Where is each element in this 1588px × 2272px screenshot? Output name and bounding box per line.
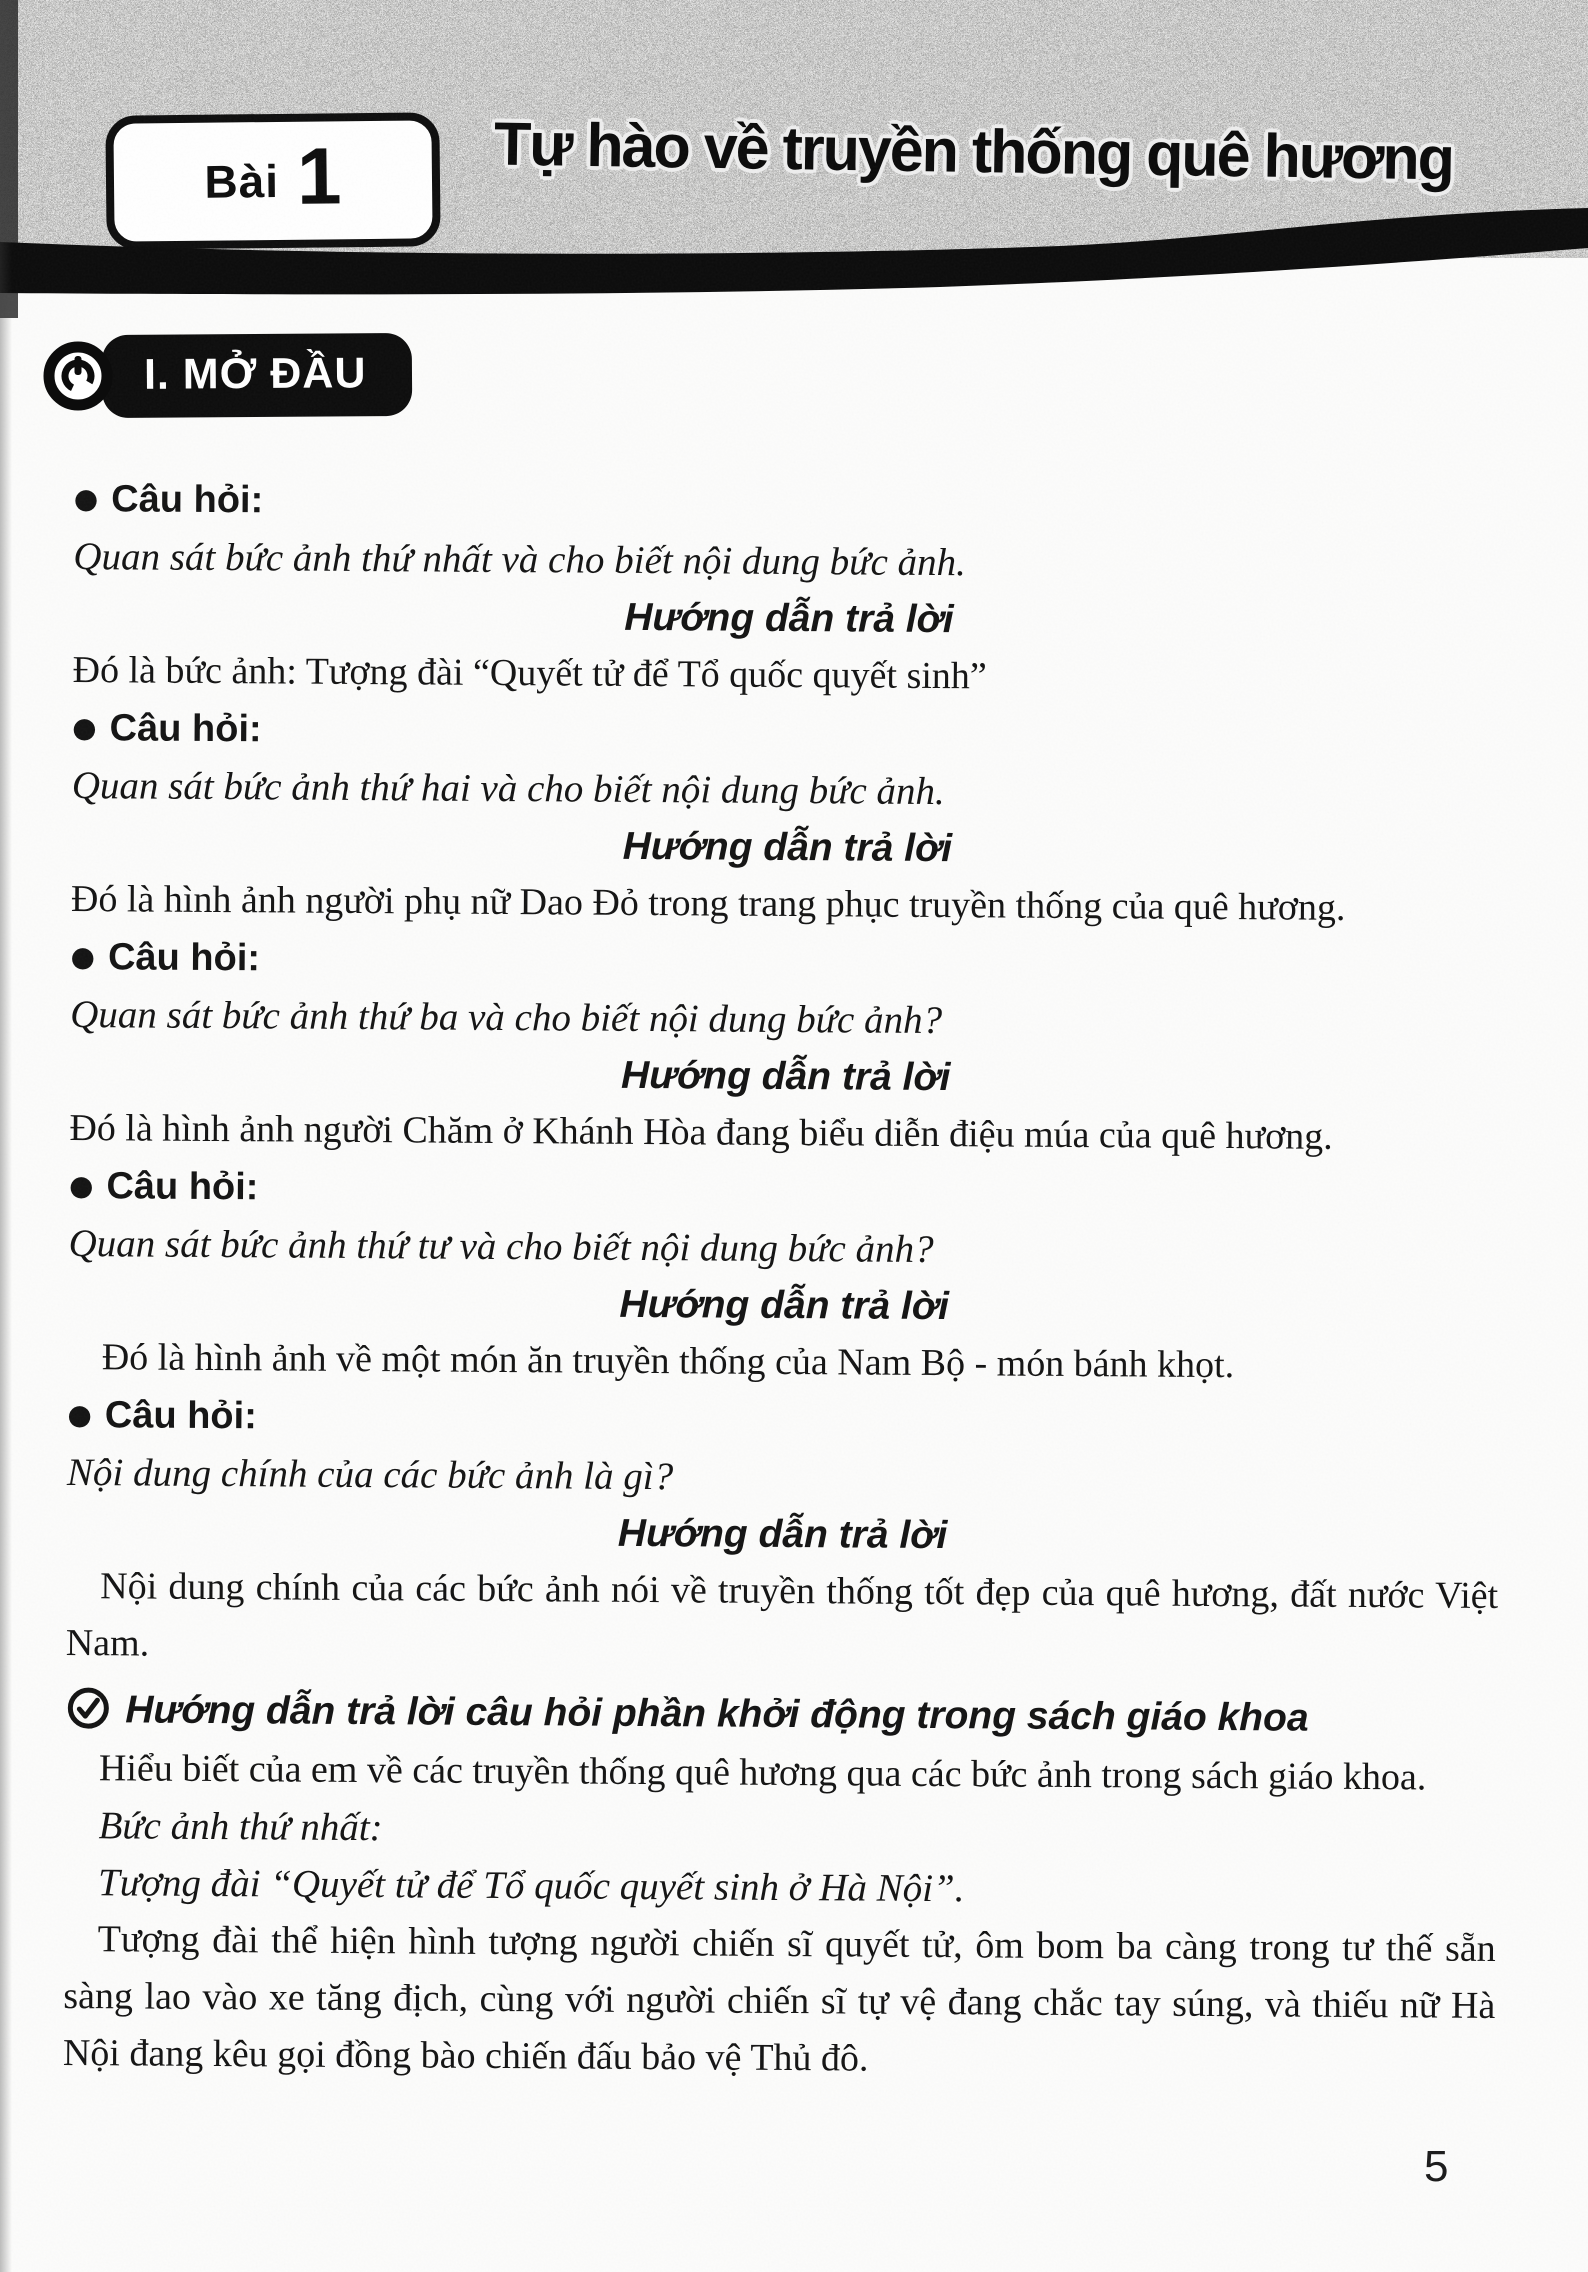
question-label: Câu hỏi: (104, 1394, 257, 1438)
photo-caption: Tượng đài “Quyết tử để Tổ quốc quyết sinh ở Hà Nội”. (97, 1861, 965, 1911)
question-label: Câu hỏi: (109, 707, 262, 751)
answer-heading: Hướng dẫn trả lời (619, 1282, 950, 1329)
answer-text: Đó là hình ảnh người phụ nữ Dao Đỏ trong trang phục truyền thống của quê hương. (70, 877, 1346, 929)
question-label-line (72, 699, 1504, 767)
question-text: Nội dung chính của các bức ảnh là gì? (66, 1450, 674, 1499)
section-header (42, 334, 412, 417)
section-title-pill: I. MỞ ĐẦU (102, 333, 413, 418)
bullet-icon: ● (70, 939, 96, 974)
power-icon (42, 340, 114, 412)
answer-text: Đó là hình ảnh về một món ăn truyền thống của Nam Bộ - món bánh khọt. (101, 1336, 1235, 1387)
question-label-line (74, 470, 1506, 538)
question-label: Câu hỏi: (106, 1165, 259, 1209)
answer-text: Đó là hình ảnh người Chăm ở Khánh Hòa đang biểu diễn điệu múa của quê hương. (69, 1106, 1333, 1158)
check-circle-icon (65, 1685, 111, 1731)
page-number: 5 (1424, 2142, 1449, 2191)
question-label-line (67, 1386, 1499, 1454)
question-text: Quan sát bức ảnh thứ ba và cho biết nội dung bức ảnh? (70, 992, 943, 1043)
question-text: Quan sát bức ảnh thứ tư và cho biết nội dung bức ảnh? (68, 1221, 934, 1272)
answer-text: Đó là bức ảnh: Tượng đài “Quyết tử để Tổ quốc quyết sinh” (72, 648, 987, 698)
scan-edge-shadow (0, 0, 12, 2272)
sgk-heading-line (65, 1680, 1497, 1750)
photo-label: Bức ảnh thứ nhất: (98, 1804, 383, 1850)
question-text: Quan sát bức ảnh thứ nhất và cho biết nội dung bức ảnh. (73, 534, 966, 585)
question-label: Câu hỏi: (107, 936, 261, 980)
answer-text: Nội dung chính của các bức ảnh nói về truyền thống tốt đẹp của quê hương, đất nước Việt Nam. (65, 1565, 1499, 1665)
header-underline-band (0, 204, 1588, 316)
answer-heading: Hướng dẫn trả lời (624, 595, 954, 642)
answer-heading: Hướng dẫn trả lời (622, 824, 953, 871)
page-content (63, 470, 1506, 2092)
answer-heading: Hướng dẫn trả lời (620, 1053, 951, 1100)
bullet-icon: ● (67, 1397, 92, 1432)
lesson-label: Bài (204, 154, 280, 208)
sgk-heading: Hướng dẫn trả lời câu hỏi phần khởi động trong sách giáo khoa (125, 1688, 1309, 1740)
bullet-icon: ● (72, 710, 97, 745)
question-text: Quan sát bức ảnh thứ hai và cho biết nội dung bức ảnh. (71, 763, 945, 814)
answer-heading: Hướng dẫn trả lời (617, 1511, 948, 1558)
photo-description: Tượng đài thể hiện hình tượng người chiến sĩ quyết tử, ôm bom ba càng trong tư thế sẵn sàng lao vào xe tăng địch, cùng với người chiến sĩ tự vệ đang chắc tay súng, và thiếu nữ Hà Nội đang kêu gọi đồng bào chiến đấu bảo vệ Thủ đô. (62, 1918, 1496, 2080)
bullet-icon: ● (68, 1168, 94, 1203)
page-title: Tự hào về truyền thống quê hương (493, 109, 1454, 193)
bullet-icon: ● (73, 481, 99, 516)
lesson-number: 1 (296, 131, 342, 221)
question-label-line (69, 1157, 1501, 1225)
question-label-line (70, 928, 1502, 996)
sgk-intro: Hiểu biết của em về các truyền thống quê hương qua các bức ảnh trong sách giáo khoa. (98, 1747, 1427, 1799)
question-label: Câu hỏi: (111, 478, 264, 522)
